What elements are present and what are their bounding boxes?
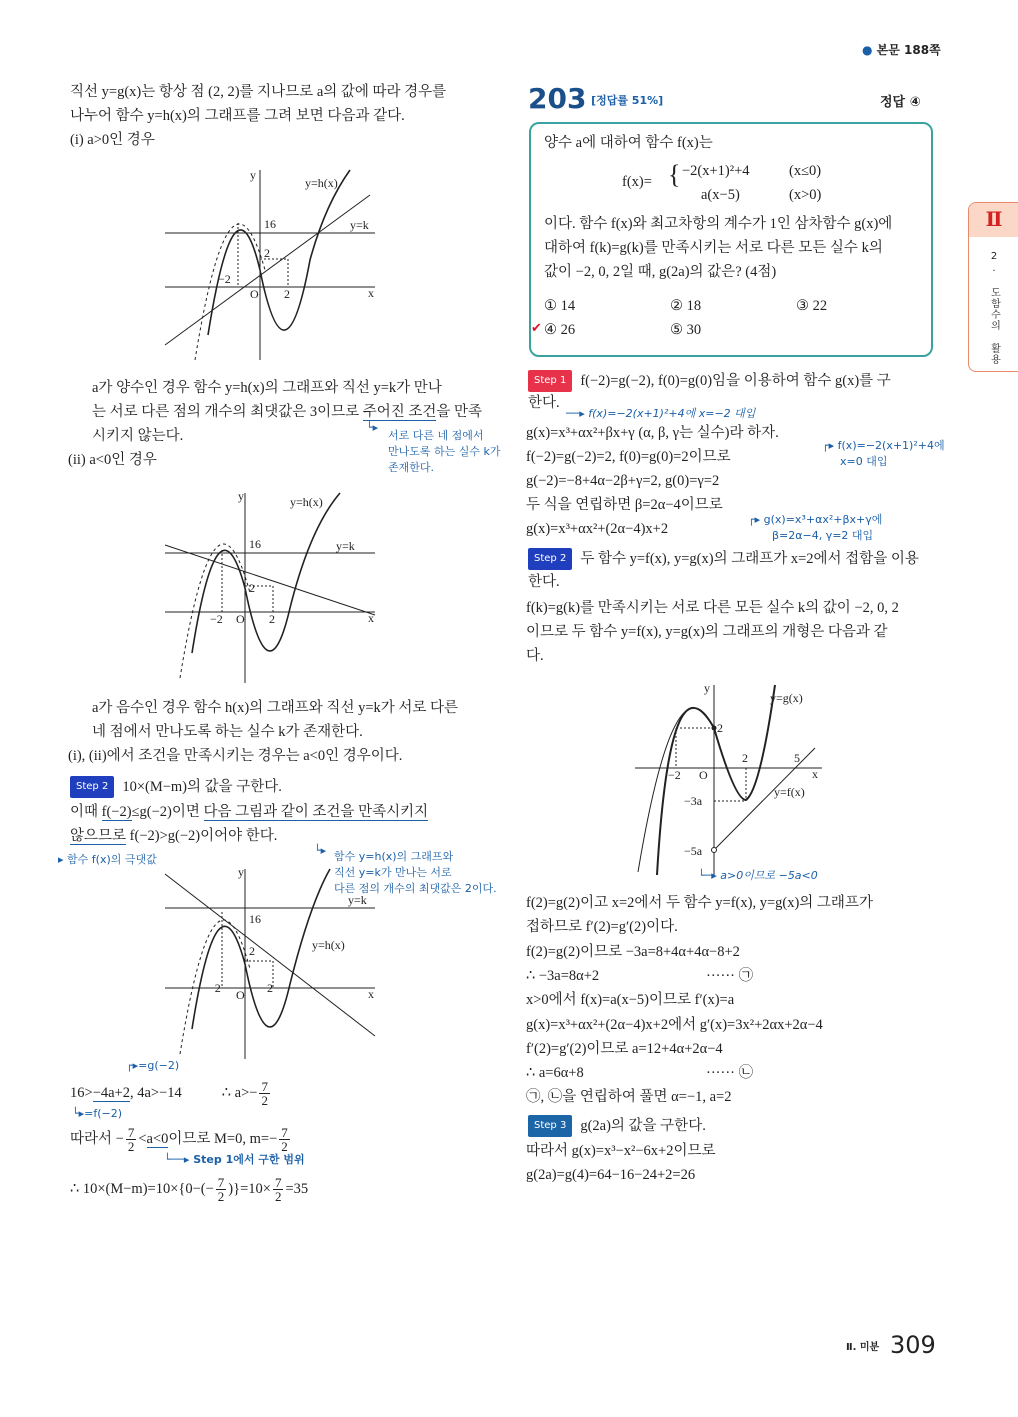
step3-line-1: 따라서 g(x)=x³−x²−6x+2이므로 bbox=[526, 1143, 716, 1159]
tick-xm2: −2 bbox=[218, 272, 231, 286]
case-1-expr: −2(x+1)²+4 bbox=[682, 163, 750, 179]
arrow-icon: └▸ bbox=[366, 421, 379, 434]
origin-label: O bbox=[250, 287, 259, 301]
choice-5[interactable]: ⑤ 30 bbox=[670, 322, 702, 338]
step1-note-1: ──▸ f(x)=−2(x+1)²+4에 x=−2 대입 bbox=[566, 407, 756, 420]
solve-line-8: ∴ a=6α+8 bbox=[526, 1065, 584, 1081]
problem-header bbox=[528, 84, 663, 119]
t: , 4a>−14 bbox=[129, 1084, 182, 1101]
step1-line-2: f(−2)=g(−2)=2, f(0)=g(0)=2이므로 bbox=[526, 449, 731, 465]
origin-label: O bbox=[699, 768, 708, 782]
h-label: y=h(x) bbox=[312, 938, 345, 952]
y-axis-label: y bbox=[238, 865, 244, 879]
choice-1[interactable]: ① 14 bbox=[544, 298, 576, 314]
solve-line-4: ∴ −3a=8α+2 bbox=[526, 968, 600, 984]
step1-badge: Step 1 bbox=[528, 370, 572, 392]
final-calc bbox=[70, 1176, 308, 1203]
den: 2 bbox=[127, 1139, 135, 1154]
open-point bbox=[712, 848, 717, 853]
intro-line-1: 직선 y=g(x)는 항상 점 (2, 2)를 지나므로 a의 값에 따라 경우를 bbox=[70, 84, 447, 100]
choice-4-text: ④ 26 bbox=[544, 322, 576, 338]
num: 7 bbox=[217, 1175, 225, 1190]
step2-left-heading bbox=[70, 776, 282, 798]
tick-x2: 2 bbox=[284, 287, 290, 301]
local-max-note: ▸ 함수 f(x)의 극댓값 bbox=[58, 853, 157, 866]
y-axis-label: y bbox=[704, 681, 710, 695]
case1-note bbox=[366, 421, 501, 476]
inequality-line bbox=[70, 1080, 272, 1107]
range-note: └──▸ Step 1에서 구한 범위 bbox=[164, 1153, 305, 1166]
tick-x2: 2 bbox=[269, 612, 275, 626]
origin-label: O bbox=[236, 612, 245, 626]
step2-title: 10×(M−m)의 값을 구한다. bbox=[122, 779, 282, 795]
not-satisfy-phrase-end: 않으므로 bbox=[70, 828, 127, 844]
range-line bbox=[70, 1126, 292, 1153]
step2-heading bbox=[528, 548, 919, 570]
k-label: y=k bbox=[350, 218, 369, 232]
page-reference bbox=[862, 40, 941, 60]
note-text: a>0이므로 −5a<0 bbox=[720, 869, 818, 882]
tick-xm2: −2 bbox=[668, 768, 681, 782]
solve-line-2: 접하므로 f′(2)=g′(2)이다. bbox=[526, 919, 678, 935]
g-label: y=g(x) bbox=[770, 691, 803, 705]
chapter-numeral: Ⅱ bbox=[969, 203, 1018, 237]
fraction bbox=[279, 1126, 290, 1153]
t: )}=10× bbox=[228, 1180, 271, 1197]
tick-x2: 2 bbox=[267, 981, 273, 995]
correct-rate: [정답률 51%] bbox=[591, 94, 664, 107]
chapter-tab[interactable] bbox=[968, 202, 1018, 372]
line-y-g bbox=[165, 545, 375, 615]
footer-section: Ⅱ. 미분 bbox=[846, 1342, 880, 1353]
k-label: y=k bbox=[336, 539, 355, 553]
note-line: 다른 점의 개수의 최댓값은 2이다. bbox=[334, 882, 497, 895]
tick-y2: 2 bbox=[264, 246, 270, 260]
origin-label: O bbox=[236, 988, 245, 1002]
chapter-label: 2. 도함수의 활용 bbox=[988, 251, 1000, 365]
tick-xm2: −2 bbox=[210, 612, 223, 626]
f-lhs: f(x)= bbox=[622, 174, 652, 190]
step1-line-1: g(x)=x³+αx²+βx+γ (α, β, γ는 실수)라 하자. bbox=[526, 425, 779, 441]
graph-case1 bbox=[160, 165, 390, 365]
step1-note-2: ┌▸ f(x)=−2(x+1)²+4에 x=0 대입 bbox=[822, 439, 945, 468]
case1-text-3: 시키지 않는다. bbox=[92, 428, 184, 444]
note-line: 직선 y=k가 만나는 서로 bbox=[334, 866, 452, 879]
t: 이므로 M=0, m=− bbox=[168, 1130, 278, 1147]
step1-title-2: 한다. bbox=[528, 395, 560, 411]
step2-text-1 bbox=[70, 802, 428, 822]
step1-heading bbox=[528, 370, 891, 392]
tick-m5a: −5a bbox=[684, 844, 703, 858]
step2-line-2: 이므로 두 함수 y=f(x), y=g(x)의 그래프의 개형은 다음과 같 bbox=[526, 624, 888, 640]
solve-line-5: x>0에서 f(x)=a(x−5)이므로 f′(x)=a bbox=[526, 992, 735, 1008]
h-label: y=h(x) bbox=[290, 495, 323, 509]
problem-line-4: 값이 −2, 0, 2일 때, g(2a)의 값은? (4점) bbox=[544, 264, 777, 280]
label-1: ······ ㉠ bbox=[706, 968, 754, 984]
eq-f-note: └▸=f(−2) bbox=[72, 1107, 123, 1120]
case1-text-2c: 을 만족 bbox=[436, 404, 483, 420]
local-max-note-text: 함수 f(x)의 극댓값 bbox=[67, 853, 157, 866]
page-number: 309 bbox=[890, 1331, 936, 1359]
t: ∴ 10×(M−m)=10×{0−(− bbox=[70, 1180, 214, 1197]
t: 이때 bbox=[70, 804, 102, 820]
t: 16> bbox=[70, 1084, 93, 1101]
x-axis-label: x bbox=[812, 767, 818, 781]
choice-2[interactable]: ② 18 bbox=[670, 298, 702, 314]
den: 2 bbox=[274, 1189, 282, 1204]
x-axis-label: x bbox=[368, 987, 374, 1001]
fraction bbox=[273, 1176, 284, 1203]
tick-16: 16 bbox=[264, 217, 276, 231]
step2-line-1: f(k)=g(k)를 만족시키는 서로 다른 모든 실수 k의 값이 −2, 0, 2 bbox=[526, 600, 899, 616]
t: 따라서 − bbox=[70, 1130, 124, 1147]
num: 7 bbox=[281, 1125, 288, 1140]
step2-badge: Step 2 bbox=[528, 548, 572, 570]
step3-badge: Step 3 bbox=[528, 1115, 572, 1137]
tick-y2: 2 bbox=[717, 721, 723, 735]
case1-text-1: a가 양수인 경우 함수 y=h(x)의 그래프와 직선 y=k가 만나 bbox=[92, 380, 442, 396]
fraction bbox=[259, 1080, 270, 1107]
curve-h bbox=[192, 869, 330, 1029]
eq-f-text: =f(−2) bbox=[84, 1107, 123, 1120]
brace-icon: { bbox=[668, 160, 681, 189]
step2-title: 두 함수 y=f(x), y=g(x)의 그래프가 x=2에서 접함을 이용 bbox=[580, 551, 919, 567]
graph-f-g bbox=[630, 680, 830, 885]
circle-bullet-icon: ● bbox=[862, 43, 873, 57]
dashed-curve bbox=[180, 544, 250, 678]
curve-h bbox=[192, 493, 340, 653]
y-axis-label: y bbox=[250, 168, 256, 182]
line-y-g bbox=[165, 874, 375, 1036]
tick-xm2: −2 bbox=[208, 981, 221, 995]
graph-note: └─▸ a>0이므로 −5a<0 bbox=[698, 869, 818, 882]
problem-line-1: 양수 a에 대하여 함수 f(x)는 bbox=[544, 135, 713, 151]
checkmark-icon: ✔ bbox=[531, 320, 542, 335]
graph-case-not-satisfied bbox=[160, 864, 390, 1064]
note-text: g(x)=x³+αx²+βx+γ에 bbox=[763, 513, 883, 526]
num: 7 bbox=[261, 1079, 268, 1094]
case1-text-2a: 는 서로 다른 점의 개수의 최댓값은 3이므로 bbox=[92, 404, 363, 420]
note-text: f(x)=−2(x+1)²+4에 x=−2 대입 bbox=[588, 407, 756, 420]
step1-line-4: 두 식을 연립하면 β=2α−4이므로 bbox=[526, 497, 723, 513]
g-minus2-expr: −4a+2 bbox=[92, 1084, 130, 1101]
step2-line-3: 다. bbox=[526, 648, 544, 664]
tick-m3a: −3a bbox=[684, 794, 703, 808]
problem-number: 203 bbox=[528, 82, 587, 115]
case2-title: (ii) a<0인 경우 bbox=[68, 452, 157, 468]
curve-h bbox=[208, 170, 350, 335]
case1-title: (i) a>0인 경우 bbox=[70, 132, 155, 148]
y-axis-label: y bbox=[238, 489, 244, 503]
num: 7 bbox=[127, 1125, 135, 1140]
note-text: β=2α−4, γ=2 대입 bbox=[772, 529, 874, 542]
step1-note-3: ┌▸ g(x)=x³+αx²+βx+γ에 β=2α−4, γ=2 대입 bbox=[748, 513, 883, 542]
h-label: y=h(x) bbox=[305, 176, 338, 190]
note-text: x=0 대입 bbox=[840, 455, 888, 468]
tick-16: 16 bbox=[249, 537, 261, 551]
f-label: y=f(x) bbox=[774, 785, 805, 799]
den: 2 bbox=[217, 1189, 225, 1204]
problem-line-2: 이다. 함수 f(x)와 최고차항의 계수가 1인 삼차함수 g(x)에 bbox=[544, 216, 893, 232]
t: ≤g(−2)이면 bbox=[131, 804, 204, 820]
tick-x2: 2 bbox=[742, 751, 748, 765]
solve-line-3: f(2)=g(2)이므로 −3a=8+4α+4α−8+2 bbox=[526, 944, 740, 960]
t: f(−2)>g(−2)이어야 한다. bbox=[126, 828, 278, 844]
arrow-icon: └▸ bbox=[314, 844, 327, 857]
range-note-text: Step 1에서 구한 범위 bbox=[193, 1153, 305, 1166]
case1-text-2 bbox=[92, 402, 482, 422]
t: ∴ a>− bbox=[221, 1084, 258, 1101]
answer-label: 정답 ④ bbox=[880, 95, 921, 110]
intro-line-2: 나누어 함수 y=h(x)의 그래프를 그려 보면 다음과 같다. bbox=[70, 108, 405, 124]
step3-line-2: g(2a)=g(4)=64−16−24+2=26 bbox=[526, 1167, 696, 1183]
step1-title: f(−2)=g(−2), f(0)=g(0)임을 이용하여 함수 g(x)를 구 bbox=[580, 373, 891, 389]
case2-text-1: a가 음수인 경우 함수 h(x)의 그래프와 직선 y=k가 서로 다른 bbox=[92, 700, 459, 716]
graph-case2 bbox=[160, 488, 390, 688]
k-label: y=k bbox=[348, 893, 367, 907]
solve-line-6: g(x)=x³+αx²+(2α−4)x+2에서 g′(x)=3x²+2αx+2α−4 bbox=[526, 1017, 823, 1033]
num: 7 bbox=[274, 1175, 282, 1190]
den: 2 bbox=[261, 1093, 268, 1108]
step2-badge: Step 2 bbox=[70, 776, 114, 798]
step1-line-3: g(−2)=−8+4α−2β+γ=2, g(0)=γ=2 bbox=[526, 473, 720, 489]
page-reference-text: 본문 188쪽 bbox=[876, 43, 941, 57]
eq-g-text: =g(−2) bbox=[138, 1059, 180, 1072]
fraction bbox=[126, 1126, 137, 1153]
solve-line-7: f′(2)=g′(2)이므로 a=12+4α+2α−4 bbox=[526, 1041, 723, 1057]
a-range: a<0 bbox=[146, 1130, 169, 1147]
step3-title: g(2a)의 값을 구한다. bbox=[580, 1118, 706, 1134]
tick-x5: 5 bbox=[794, 751, 800, 765]
case1-note-3: 존재한다. bbox=[388, 461, 435, 474]
tick-y2: 2 bbox=[249, 581, 255, 595]
step3-heading bbox=[528, 1115, 706, 1137]
choice-4[interactable] bbox=[531, 320, 576, 340]
solve-line-1: f(2)=g(2)이고 x=2에서 두 함수 y=f(x), y=g(x)의 그래프가 bbox=[526, 895, 873, 911]
eq-g-note: ┌▸=g(−2) bbox=[126, 1059, 180, 1072]
problem-line-3: 대하여 f(k)=g(k)를 만족시키는 서로 다른 모든 실수 k의 bbox=[544, 240, 883, 256]
case1-note-2: 만나도록 하는 실수 k가 bbox=[388, 445, 501, 458]
case-2-expr: a(x−5) bbox=[701, 187, 740, 203]
solve-line-9: ㉠, ㉡을 연립하여 풀면 α=−1, a=2 bbox=[526, 1089, 732, 1105]
fraction bbox=[216, 1176, 227, 1203]
case-2-cond: (x>0) bbox=[789, 187, 822, 203]
tick-16: 16 bbox=[249, 912, 261, 926]
step2-text-2 bbox=[70, 826, 277, 846]
case-1-cond: (x≤0) bbox=[789, 163, 822, 179]
given-condition: 주어진 조건 bbox=[362, 404, 437, 420]
choice-3[interactable]: ③ 22 bbox=[796, 298, 828, 314]
step1-line-5: g(x)=x³+αx²+(2α−4)x+2 bbox=[526, 521, 669, 537]
t: =35 bbox=[285, 1180, 309, 1197]
tick-y2: 2 bbox=[249, 944, 255, 958]
case1-note-1: 서로 다른 네 점에서 bbox=[388, 429, 484, 442]
case2-text-2: 네 점에서 만나도록 하는 실수 k가 존재한다. bbox=[92, 724, 363, 740]
den: 2 bbox=[281, 1139, 288, 1154]
case-conclusion: (i), (ii)에서 조건을 만족시키는 경우는 a<0인 경우이다. bbox=[68, 748, 403, 764]
x-axis-label: x bbox=[368, 286, 374, 300]
label-2: ······ ㉡ bbox=[706, 1065, 754, 1081]
x-axis-label: x bbox=[368, 611, 374, 625]
note-text: f(x)=−2(x+1)²+4에 bbox=[837, 439, 945, 452]
step2-title-2: 한다. bbox=[528, 574, 560, 590]
note-line: 함수 y=h(x)의 그래프와 bbox=[334, 850, 454, 863]
t: < bbox=[138, 1130, 147, 1147]
f-minus2: f(−2) bbox=[101, 804, 132, 820]
not-satisfy-phrase: 다음 그림과 같이 조건을 만족시키지 bbox=[203, 804, 429, 820]
